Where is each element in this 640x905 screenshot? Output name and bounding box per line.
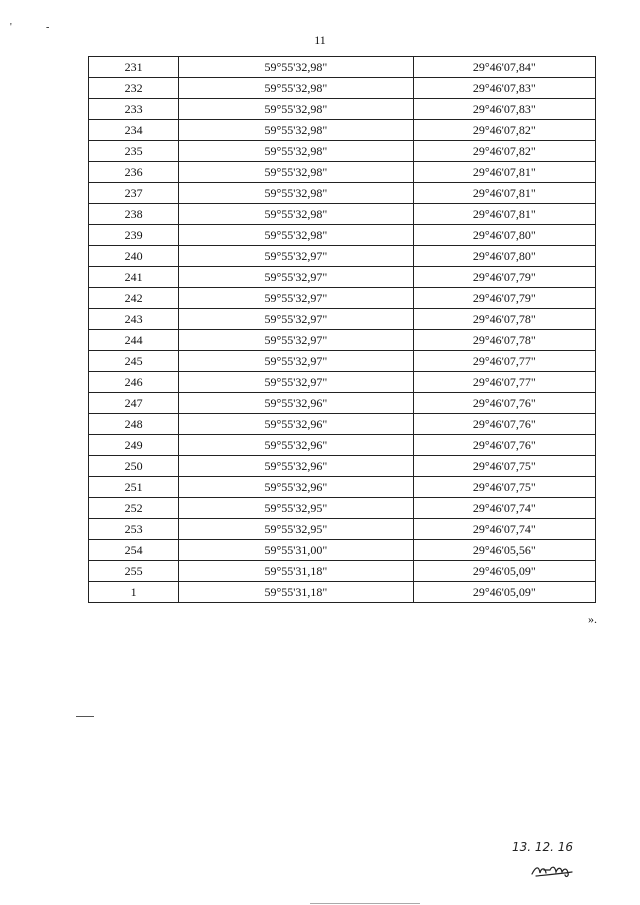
latitude-cell: 59°55'32,96" bbox=[179, 435, 413, 456]
table-row bbox=[89, 225, 596, 246]
longitude-cell: 29°46'07,74" bbox=[413, 519, 595, 540]
scan-artifact-line bbox=[76, 716, 94, 717]
table-row bbox=[89, 435, 596, 456]
table-row bbox=[89, 477, 596, 498]
page-number: 11 bbox=[314, 33, 326, 47]
latitude-cell: 59°55'32,98" bbox=[179, 183, 413, 204]
point-number-cell: 248 bbox=[89, 414, 179, 435]
longitude-cell: 29°46'07,78" bbox=[413, 309, 595, 330]
point-number-cell: 235 bbox=[89, 141, 179, 162]
table-row bbox=[89, 141, 596, 162]
longitude-cell: 29°46'07,76" bbox=[413, 393, 595, 414]
longitude-cell: 29°46'07,76" bbox=[413, 414, 595, 435]
point-number-cell: 247 bbox=[89, 393, 179, 414]
table-row bbox=[89, 309, 596, 330]
latitude-cell: 59°55'32,98" bbox=[179, 162, 413, 183]
latitude-cell: 59°55'32,98" bbox=[179, 225, 413, 246]
table-row bbox=[89, 57, 596, 78]
latitude-cell: 59°55'32,95" bbox=[179, 519, 413, 540]
table-row bbox=[89, 267, 596, 288]
latitude-cell: 59°55'32,97" bbox=[179, 351, 413, 372]
latitude-cell: 59°55'32,98" bbox=[179, 57, 413, 78]
latitude-cell: 59°55'32,97" bbox=[179, 372, 413, 393]
table-row bbox=[89, 78, 596, 99]
point-number-cell: 251 bbox=[89, 477, 179, 498]
longitude-cell: 29°46'07,82" bbox=[413, 141, 595, 162]
table-row bbox=[89, 582, 596, 603]
longitude-cell: 29°46'05,09" bbox=[413, 561, 595, 582]
coordinates-table-body bbox=[89, 57, 596, 603]
latitude-cell: 59°55'32,96" bbox=[179, 393, 413, 414]
latitude-cell: 59°55'32,97" bbox=[179, 267, 413, 288]
point-number-cell: 231 bbox=[89, 57, 179, 78]
latitude-cell: 59°55'32,97" bbox=[179, 288, 413, 309]
latitude-cell: 59°55'32,98" bbox=[179, 78, 413, 99]
longitude-cell: 29°46'07,79" bbox=[413, 288, 595, 309]
table-row bbox=[89, 393, 596, 414]
table-row bbox=[89, 162, 596, 183]
point-number-cell: 254 bbox=[89, 540, 179, 561]
point-number-cell: 236 bbox=[89, 162, 179, 183]
latitude-cell: 59°55'32,95" bbox=[179, 498, 413, 519]
latitude-cell: 59°55'32,98" bbox=[179, 141, 413, 162]
point-number-cell: 255 bbox=[89, 561, 179, 582]
latitude-cell: 59°55'32,96" bbox=[179, 477, 413, 498]
latitude-cell: 59°55'32,96" bbox=[179, 456, 413, 477]
point-number-cell: 1 bbox=[89, 582, 179, 603]
coordinates-table bbox=[88, 56, 596, 603]
scan-artifact-line bbox=[310, 903, 420, 904]
table-row bbox=[89, 99, 596, 120]
point-number-cell: 238 bbox=[89, 204, 179, 225]
longitude-cell: 29°46'07,81" bbox=[413, 162, 595, 183]
table-row bbox=[89, 351, 596, 372]
handwritten-date: 13. 12. 16 bbox=[512, 840, 574, 854]
point-number-cell: 245 bbox=[89, 351, 179, 372]
longitude-cell: 29°46'07,83" bbox=[413, 78, 595, 99]
table-row bbox=[89, 120, 596, 141]
latitude-cell: 59°55'31,00" bbox=[179, 540, 413, 561]
latitude-cell: 59°55'32,97" bbox=[179, 309, 413, 330]
table-row bbox=[89, 414, 596, 435]
latitude-cell: 59°55'32,98" bbox=[179, 99, 413, 120]
closing-quote-mark: ». bbox=[588, 612, 597, 626]
point-number-cell: 244 bbox=[89, 330, 179, 351]
table-row bbox=[89, 246, 596, 267]
latitude-cell: 59°55'32,96" bbox=[179, 414, 413, 435]
table-row bbox=[89, 330, 596, 351]
longitude-cell: 29°46'05,56" bbox=[413, 540, 595, 561]
longitude-cell: 29°46'07,83" bbox=[413, 99, 595, 120]
latitude-cell: 59°55'31,18" bbox=[179, 582, 413, 603]
scan-artifact-mark: - bbox=[46, 22, 50, 33]
scan-artifact-mark: ' bbox=[10, 22, 12, 33]
point-number-cell: 237 bbox=[89, 183, 179, 204]
longitude-cell: 29°46'07,84" bbox=[413, 57, 595, 78]
point-number-cell: 233 bbox=[89, 99, 179, 120]
longitude-cell: 29°46'07,79" bbox=[413, 267, 595, 288]
table-row bbox=[89, 498, 596, 519]
signature-icon bbox=[530, 860, 576, 880]
latitude-cell: 59°55'32,97" bbox=[179, 330, 413, 351]
table-row bbox=[89, 456, 596, 477]
longitude-cell: 29°46'07,80" bbox=[413, 225, 595, 246]
point-number-cell: 241 bbox=[89, 267, 179, 288]
point-number-cell: 240 bbox=[89, 246, 179, 267]
point-number-cell: 232 bbox=[89, 78, 179, 99]
table-row bbox=[89, 288, 596, 309]
point-number-cell: 253 bbox=[89, 519, 179, 540]
table-row bbox=[89, 372, 596, 393]
longitude-cell: 29°46'07,75" bbox=[413, 477, 595, 498]
point-number-cell: 252 bbox=[89, 498, 179, 519]
longitude-cell: 29°46'05,09" bbox=[413, 582, 595, 603]
latitude-cell: 59°55'31,18" bbox=[179, 561, 413, 582]
longitude-cell: 29°46'07,74" bbox=[413, 498, 595, 519]
table-row bbox=[89, 561, 596, 582]
latitude-cell: 59°55'32,98" bbox=[179, 120, 413, 141]
point-number-cell: 243 bbox=[89, 309, 179, 330]
table-row bbox=[89, 183, 596, 204]
table-row bbox=[89, 519, 596, 540]
point-number-cell: 249 bbox=[89, 435, 179, 456]
longitude-cell: 29°46'07,81" bbox=[413, 204, 595, 225]
longitude-cell: 29°46'07,77" bbox=[413, 372, 595, 393]
point-number-cell: 246 bbox=[89, 372, 179, 393]
table-row bbox=[89, 204, 596, 225]
longitude-cell: 29°46'07,76" bbox=[413, 435, 595, 456]
longitude-cell: 29°46'07,78" bbox=[413, 330, 595, 351]
point-number-cell: 239 bbox=[89, 225, 179, 246]
longitude-cell: 29°46'07,75" bbox=[413, 456, 595, 477]
latitude-cell: 59°55'32,97" bbox=[179, 246, 413, 267]
point-number-cell: 250 bbox=[89, 456, 179, 477]
longitude-cell: 29°46'07,77" bbox=[413, 351, 595, 372]
longitude-cell: 29°46'07,82" bbox=[413, 120, 595, 141]
point-number-cell: 242 bbox=[89, 288, 179, 309]
longitude-cell: 29°46'07,81" bbox=[413, 183, 595, 204]
point-number-cell: 234 bbox=[89, 120, 179, 141]
table-row bbox=[89, 540, 596, 561]
latitude-cell: 59°55'32,98" bbox=[179, 204, 413, 225]
longitude-cell: 29°46'07,80" bbox=[413, 246, 595, 267]
